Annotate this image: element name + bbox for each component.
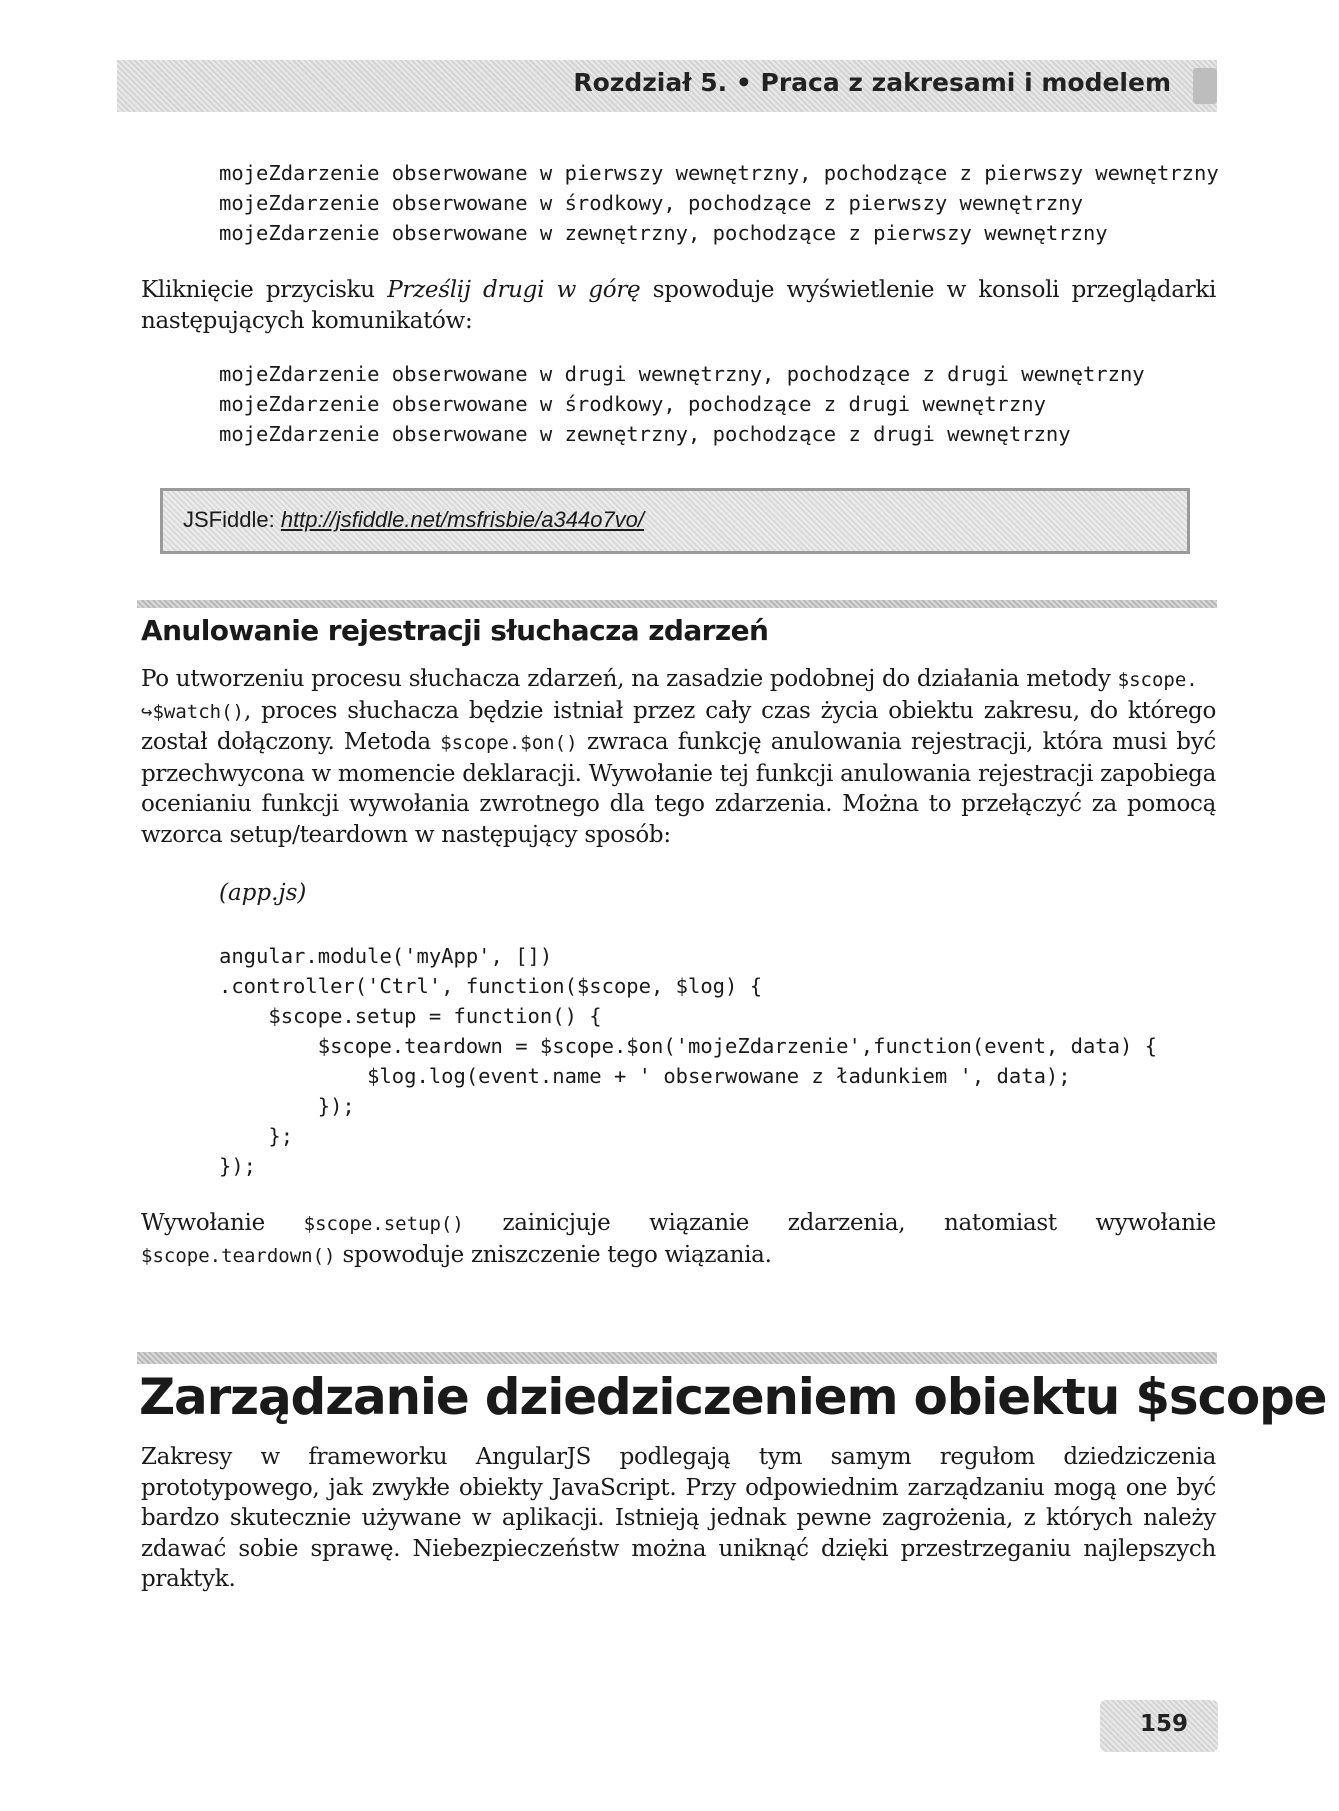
jsfiddle-box bbox=[160, 488, 1190, 554]
section-heading: Anulowanie rejestracji słuchacza zdarzeń bbox=[141, 614, 769, 647]
chapter-section-heading: Zarządzanie dziedziczeniem obiektu $scope bbox=[139, 1368, 1327, 1426]
header-tab-marker bbox=[1193, 68, 1217, 104]
inline-code: $scope.$on() bbox=[440, 732, 578, 754]
inline-code: $scope. bbox=[1117, 669, 1198, 691]
section-rule bbox=[137, 600, 1217, 608]
output-line: mojeZdarzenie obserwowane w pierwszy wewnętrzny, pochodzące z pierwszy wewnętrzny bbox=[219, 161, 1219, 185]
inline-code: $scope.teardown() bbox=[141, 1244, 336, 1267]
output-line: mojeZdarzenie obserwowane w środkowy, pochodzące z pierwszy wewnętrzny bbox=[219, 191, 1083, 215]
jsfiddle-label: JSFiddle: bbox=[183, 507, 281, 532]
button-name: Prześlij drugi w górę bbox=[387, 277, 641, 303]
chapter-section-rule bbox=[137, 1352, 1217, 1364]
inline-code: ↪$watch() bbox=[141, 700, 244, 723]
code-line: $scope.teardown = $scope.$on('mojeZdarzenie',function(event, data) { bbox=[219, 1034, 1157, 1058]
code-line: angular.module('myApp', []) bbox=[219, 944, 553, 968]
inline-code: $scope.setup() bbox=[303, 1213, 464, 1235]
page-number: 159 bbox=[1139, 1711, 1188, 1737]
paragraph-deregistration: Po utworzeniu procesu słuchacza zdarzeń, na zasadzie podobnej do działania metody $scope. ↪$watch(), proces słuchacza będzie istniał przez cały czas życia obiektu zakresu, do którego został dołączony. Metoda $scope.$on() zwraca funkcję anulowania rejestracji, która musi być przechwycona w momencie deklaracji. Wywołanie tej funkcji anulowania rejestracji zapobiega ocenianiu funkcji wywołania zwrotnego dla tego zdarzenia. Można to przełączyć za pomocą wzorca setup/teardown w następujący sposób: bbox=[141, 666, 1216, 848]
console-output-2 bbox=[219, 359, 1145, 449]
paragraph-setup-teardown: Wywołanie $scope.setup() zainicjuje wiązanie zdarzenia, natomiast wywołanie $scope.teardown() spowoduje zniszczenie tego wiązania. bbox=[141, 1210, 1216, 1268]
code-line: $scope.setup = function() { bbox=[219, 1004, 602, 1028]
code-line: .controller('Ctrl', function($scope, $log) { bbox=[219, 974, 763, 998]
output-line: mojeZdarzenie obserwowane w zewnętrzny, pochodzące z pierwszy wewnętrzny bbox=[219, 221, 1108, 245]
code-listing bbox=[219, 941, 1157, 1181]
code-line: }); bbox=[219, 1154, 257, 1178]
running-header bbox=[117, 60, 1217, 112]
code-line: }); bbox=[219, 1094, 355, 1118]
code-line: $log.log(event.name + ' obserwowane z ładunkiem ', data); bbox=[219, 1064, 1071, 1088]
paragraph-inheritance: Zakresy w frameworku AngularJS podlegają tym samym regułom dziedziczenia prototypowego, jak zwykłe obiekty JavaScript. Przy odpowiednim zarządzaniu mogą one być bardzo skutecznie używane w aplikacji. Istnieją jednak pewne zagrożenia, z których należy zdawać sobie sprawę. Niebezpieczeństw można uniknąć dzięki przestrzeganiu najlepszych praktyk. bbox=[141, 1444, 1216, 1592]
output-line: mojeZdarzenie obserwowane w drugi wewnętrzny, pochodzące z drugi wewnętrzny bbox=[219, 362, 1145, 386]
console-output-1 bbox=[219, 158, 1219, 248]
chapter-title: Rozdział 5. • Praca z zakresami i modelem bbox=[573, 68, 1171, 97]
code-line: }; bbox=[219, 1124, 294, 1148]
paragraph-button-info: Kliknięcie przycisku Prześlij drugi w górę spowoduje wyświetlenie w konsoli przeglądarki następujących komunikatów: bbox=[141, 277, 1216, 334]
output-line: mojeZdarzenie obserwowane w środkowy, pochodzące z drugi wewnętrzny bbox=[219, 392, 1046, 416]
page-number-box bbox=[1100, 1700, 1218, 1752]
jsfiddle-link[interactable]: http://jsfiddle.net/msfrisbie/a344o7vo/ bbox=[280, 507, 645, 532]
file-label: (app.js) bbox=[219, 880, 307, 906]
output-line: mojeZdarzenie obserwowane w zewnętrzny, pochodzące z drugi wewnętrzny bbox=[219, 422, 1071, 446]
